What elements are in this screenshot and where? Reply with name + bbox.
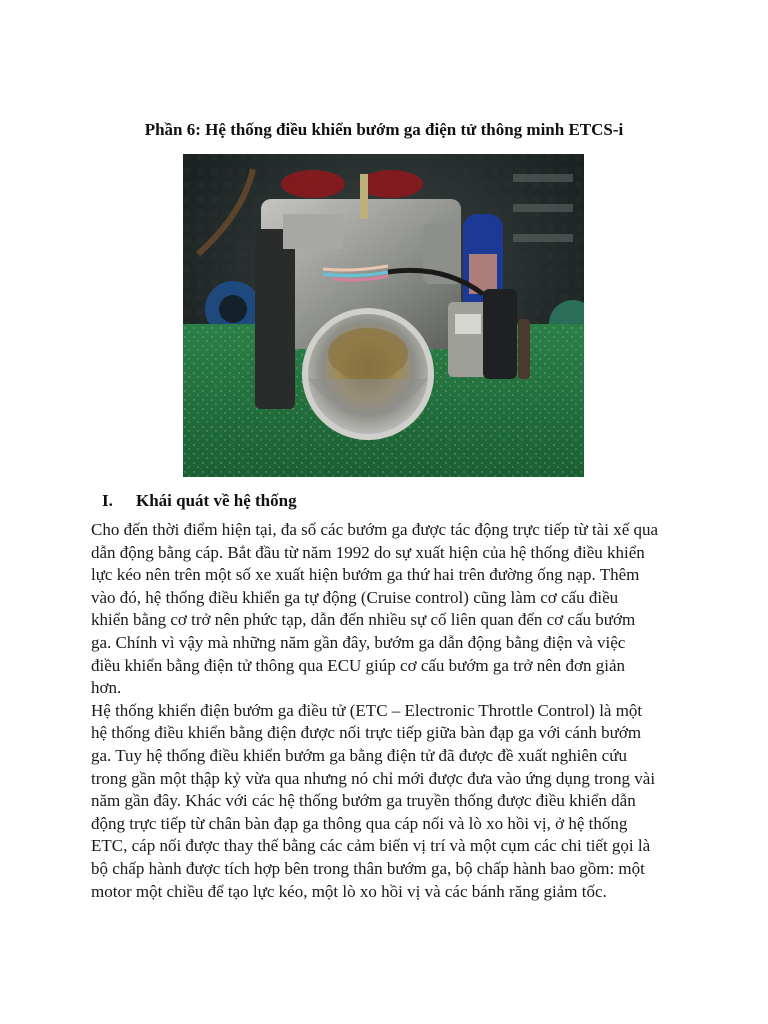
text-line: ga. Chính vì vậy mà những năm gần đây, bướm ga dẫn động bằng điện và việc [91,632,626,652]
paragraph-2 [91,700,691,903]
text-line: hệ thống điều khiển bằng điện được nối trực tiếp giữa bàn đạp ga với cánh bướm [91,723,642,743]
text-line: vào đó, hệ thống điều khiển ga tự động (Cruise control) cũng làm cơ cấu điều [91,587,619,607]
paragraph-1 [91,519,691,700]
text-line: motor một chiều để tạo lực kéo, một lò xo hồi vị và các bánh răng giảm tốc. [91,881,607,901]
text-line: ga. Tuy hệ thống điều khiển bướm ga bằng điện tử đã được đề xuất nghiên cứu [91,745,627,765]
throttle-body-photo [183,154,584,477]
document-title: Phần 6: Hệ thống điều khiển bướm ga điện tử thông minh ETCS-i [144,120,624,139]
body-text [91,519,691,903]
text-line: bộ chấp hành được tích hợp bên trong thân bướm ga, bộ chấp hành bao gồm: một [91,858,645,878]
text-line: Hệ thống khiển điện bướm ga điều tử (ETC – Electronic Throttle Control) là một [91,700,643,720]
text-line: trong gần một thập kỷ vừa qua nhưng nó chỉ mới được đưa vào ứng dụng trong vài [91,768,656,788]
text-line: khiển bằng cơ trở nên phức tạp, dẫn đến nhiều sự cố liên quan đến cơ cấu bướm [91,610,636,630]
text-line: năm gần đây. Khác với các hệ thống bướm ga truyền thống được điều khiển dẫn [91,791,636,811]
section-title: Khái quát về hệ thống [136,491,297,510]
text-line: động trực tiếp từ chân bàn đạp ga thông qua cáp nối và lò xo hồi vị, ở hệ thống [91,813,628,833]
text-line: lực kéo nên trên một số xe xuất hiện bướm ga thứ hai trên đường ống nạp. Thêm [91,565,640,585]
text-line: ETC, cáp nối được thay thế bằng các cảm biến vị trí và một cụm các chi tiết gọi là [91,836,651,856]
text-line: điều khiển bằng điện tử thông qua ECU giúp cơ cấu bướm ga trở nên đơn giản [91,655,626,675]
section-heading [102,490,297,512]
text-line: dẫn động bằng cáp. Bắt đầu từ năm 1992 do sự xuất hiện của hệ thống điều khiển [91,542,645,562]
text-line: hơn. [91,678,122,698]
text-line: Cho đến thời điểm hiện tại, đa số các bướm ga được tác động trực tiếp từ tài xế qua [91,520,659,539]
section-number: I. [102,491,113,510]
